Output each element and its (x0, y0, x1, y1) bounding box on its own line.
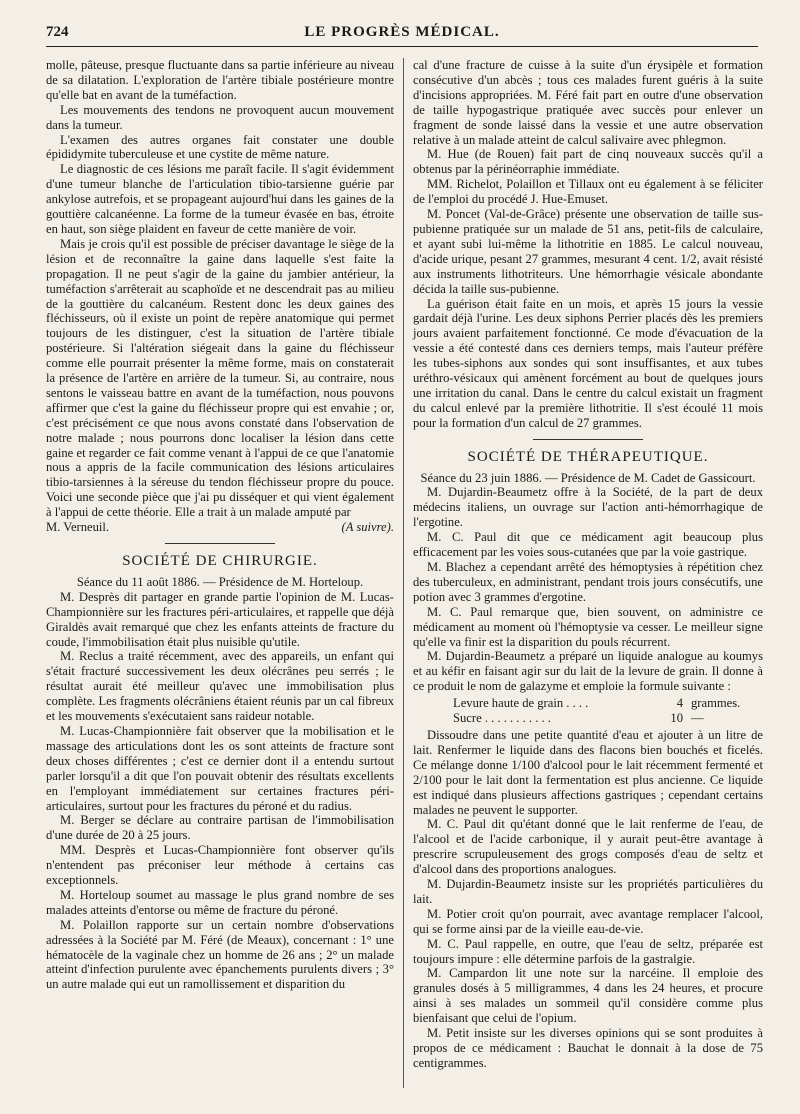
paragraph: M. Dujardin-Beaumetz offre à la Société, de la part de deux médecins italiens, un ouvrage sur l'action anti-hémorrhagique de l'ergotine. (413, 485, 763, 530)
paragraph: La guérison était faite en un mois, et après 15 jours la vessie gardait déjà l'urine. Les deux siphons Perrier placés dès les premiers jours avaient parfaitement fonctionné. Ce mode d'évacuation de la vessie a été contesté dans ces derniers temps, mais l'auteur préfère les tubes-siphons aux sondes qui sont insuffisantes, et aux tubes uréthro-vésicaux qui amènent forcément au bout de quelques jours une irritation du canal. Dans le centre du calcul existait un fragment du calcul enlevé par la première lithotritie. Il s'est écoulé 11 mois pour la formation d'un calcul de 27 grammes. (413, 296, 763, 430)
paragraph: M. Berger se déclare au contraire partisan de l'immobilisation d'une durée de 20 à 25 jours. (46, 813, 394, 843)
paragraph: M. C. Paul remarque que, bien souvent, on administre ce médicament au moment où l'hémoptysie va cesser. Le meilleur signe qu'elle va finir est la disparition du pouls récurrent. (413, 604, 763, 649)
paragraph: M. Petit insiste sur les diverses opinions qui se sont produites à propos de ce médicament : Bauchat le donnait à la dose de 75 centigrammes. (413, 1026, 763, 1070)
continued-note: (A suivre). (341, 520, 394, 535)
section-rule (165, 543, 275, 544)
session-line: Séance du 11 août 1886. — Présidence de M. Horteloup. (76, 574, 364, 589)
page-number: 724 (46, 24, 69, 40)
paragraph: L'examen des autres organes fait constater une double épididymite tuberculeuse et une cystite de même nature. (46, 132, 394, 162)
paragraph: M. C. Paul dit que ce médicament agit beaucoup plus efficacement par les voies sous-cutanées que par la voie gastrique. (413, 530, 763, 560)
paragraph: Dissoudre dans une petite quantité d'eau et ajouter à un litre de lait. Renfermer le liquide dans des flacons bien bouchés et ficelés. Ce mélange donne 1/100 d'alcool pour le lait récemment fermenté et 2/100 pour le lait dont la fermentation est plus ancienne. Ce liquide est indiqué dans plusieurs affections gastriques ; cependant certains malades ne peuvent le supporter. (413, 727, 763, 817)
page-header (46, 22, 758, 47)
paragraph: M. C. Paul dit qu'étant donné que le lait renferme de l'eau, de l'alcool et de l'acide carbonique, il y aurait peut-être avantage à prescrire scrupuleusement des grogs composés d'eau de seltz et d'alcool dans des proportions analogues. (413, 817, 763, 877)
signature-author: M. Verneuil. (46, 520, 110, 535)
paragraph: Le diagnostic de ces lésions me paraît facile. Il s'agit évidemment d'une tumeur blanche de l'articulation tibio-tarsienne guérie par ankylose autrefois, et se propageant aujourd'hui dans les gaines de la gouttière calcanéenne. La forme de la tumeur évasée en bas, étroite en haut, son siège plaident en faveur de cette manière de voir. (46, 162, 394, 236)
paragraph: cal d'une fracture de cuisse à la suite d'un érysipèle et formation consécutive d'un abcès ; tous ces malades furent guéris à la suite d'incisions appropriées. M. Féré fait part en outre d'une observation de taille hypogastrique pratiquée avec succès pour enlever un fragment de sonde laissé dans la vessie et une autre observation relative à un malade atteint de calcul salivaire avec phlegmon. (413, 58, 763, 147)
paragraph: molle, pâteuse, presque fluctuante dans sa partie inférieure au niveau de sa dilatation. L'exploration de l'artère tibiale postérieure montre qu'elle bat en avant de la tuméfaction. (46, 58, 394, 102)
paragraph: M. Blachez a cependant arrêté des hémoptysies à répétition chez des tuberculeux, en administrant, pendant trois jours consécutifs, une potion avec 3 grammes d'ergotine. (413, 560, 763, 604)
paragraph: M. Polaillon rapporte sur un certain nombre d'observations adressées à la Société par M. Féré (de Meaux), concernant : 1° une hématocèle de la vaginale chez un homme de 26 ans ; 2° un malade atteint d'infection purulente avec épanchements purulents divers ; 3° un autre malade qui eut un ramollissement et disparition du (46, 917, 394, 992)
recipe-unit: — (691, 711, 704, 726)
paragraph: M. Horteloup soumet au massage le plus grand nombre de ses malades atteints d'entorse ou même de fracture du péroné. (46, 887, 394, 917)
paragraph: MM. Richelot, Polaillon et Tillaux ont eu également à se féliciter de l'emploi du procédé J. Hue-Emuset. (413, 177, 763, 207)
section-title: SOCIÉTÉ DE CHIRURGIE. (122, 553, 318, 569)
paragraph: M. Desprès dit partager en grande partie l'opinion de M. Lucas-Championnière sur les fractures péri-articulaires, et rappelle que déjà Giraldès avait remarqué que chez les enfants atteints de fracture du coude, l'immobilisation était plus nuisible qu'utile. (46, 589, 394, 649)
section-rule (533, 439, 643, 440)
paragraph: M. Dujardin-Beaumetz a préparé un liquide analogue au koumys et au kéfir en faisant agir sur du lait de la levure de grain. Il donne à ce produit le nom de galazyme et emploie la formule suivante : (413, 649, 763, 694)
column-divider (403, 58, 404, 1088)
paragraph: M. Campardon lit une note sur la narcéine. Il emploie des granules dosés à 5 milligrammes, 4 dans les 24 heures, et procure ainsi à ses malades un sommeil qu'il considère comme plus bienfaisant que celui de l'opium. (413, 966, 763, 1026)
left-column (46, 58, 394, 992)
recipe-unit: grammes. (691, 696, 741, 711)
paragraph: M. Poncet (Val-de-Grâce) présente une observation de taille sus-pubienne pratiquée sur un malade de 51 ans, petit-fils de calculaire, et ayant subi lui-même la lithotritie en 1885. Le calcul nouveau, d'acide urique, pesant 27 grammes, mesurant 4 cent. 1/2, avait résisté aux instruments lithotriteurs. Une hémorrhagie vésicale abondante décida la taille sus-pubienne. (413, 207, 763, 296)
paragraph: M. Reclus a traité récemment, avec des appareils, un enfant qui s'était fracturé successivement les deux olécrânes peu serrés ; le résultat aurait été meilleur qu'avec une immobilisation plus complète. Les fragments olécrâniens étaient réunis par un cal fibreux et les mouvements s'exécutaient sans raideur notable. (46, 649, 394, 724)
paragraph: M. C. Paul rappelle, en outre, que l'eau de seltz, préparée est toujours impure : elle détermine parfois de la gastralgie. (413, 936, 763, 966)
recipe-item: Sucre . . . . . . . . . . . (453, 711, 551, 726)
paragraph: MM. Desprès et Lucas-Championnière font observer qu'ils n'entendent pas préconiser leur méthode à certains cas exceptionnels. (46, 843, 394, 888)
right-column (413, 58, 763, 1071)
session-line: Séance du 23 juin 1886. — Présidence de M. Cadet de Gassicourt. (420, 470, 756, 485)
paragraph: M. Hue (de Rouen) fait part de cinq nouveaux succès qu'il a obtenus par la périnéorraphie immédiate. (413, 147, 763, 177)
recipe-quantity: 10 (670, 711, 683, 726)
paragraph: M. Lucas-Championnière fait observer que la mobilisation et le massage des articulations dont les os sont atteints de fracture sont deux choses différentes ; c'est ce dernier dont il a entendu surtout parler lorsqu'il a dit que l'on pouvait obtenir des résultats excellents en l'employant immédiatement sur certaines fractures péri-articulaires, surtout pour les fractures du péroné et du radius. (46, 723, 394, 813)
paragraph: Les mouvements des tendons ne provoquent aucun mouvement dans la tumeur. (46, 102, 394, 132)
signature-line (46, 520, 394, 535)
paragraph: M. Potier croit qu'on pourrait, avec avantage remplacer l'alcool, qui se forme ainsi par de la vieille eau-de-vie. (413, 906, 763, 936)
section-title: SOCIÉTÉ DE THÉRAPEUTIQUE. (467, 448, 709, 465)
running-title: LE PROGRÈS MÉDICAL. (304, 24, 500, 40)
recipe-quantity: 4 (676, 696, 683, 711)
recipe-table (453, 696, 763, 726)
paragraph: M. Dujardin-Beaumetz insiste sur les propriétés particulières du lait. (413, 877, 763, 906)
paragraph: Mais je crois qu'il est possible de préciser davantage le siège de la lésion et de reconnaître la gaine dans laquelle s'est faite la propagation. Il ne peut s'agir de la gaine du jambier antérieur, la tuméfaction s'arrêterait au scaphoïde et ne descendrait pas au milieu de la gouttière du calcanéum. Restent donc les deux gaines des fléchisseurs, où il existe un point de repère anatomique qui permet toujours de les distinguer, c'est la situation de l'artère tibiale postérieure. Si l'altération siégeait dans la gaine du fléchisseur comme elle pourrait présenter la même forme, mais on constaterait la présence de l'artère en arrière de la tumeur. Si, au contraire, nous sentons le vaisseau battre en avant de la tuméfaction, nous pouvons affirmer que c'est la gaine du fléchisseur propre qui est envahie ; or, c'est précisément ce que nous avons constaté dans l'observation de notre malade ; nous pourrons donc localiser la lésion dans cette gaine et regarder ce fait comme venant à l'appui de ce que l'anatomie nous a appris de la facile communication des lésions articulaires tibio-tarsiennes à la séreuse du tendon fléchisseur propre du pouce. Voici une seconde pièce que j'ai pu disséquer et qui vient également à l'appui de cette théorie. Elle a trait à un malade amputé par (46, 236, 394, 520)
recipe-item: Levure haute de grain . . . . (453, 696, 589, 711)
